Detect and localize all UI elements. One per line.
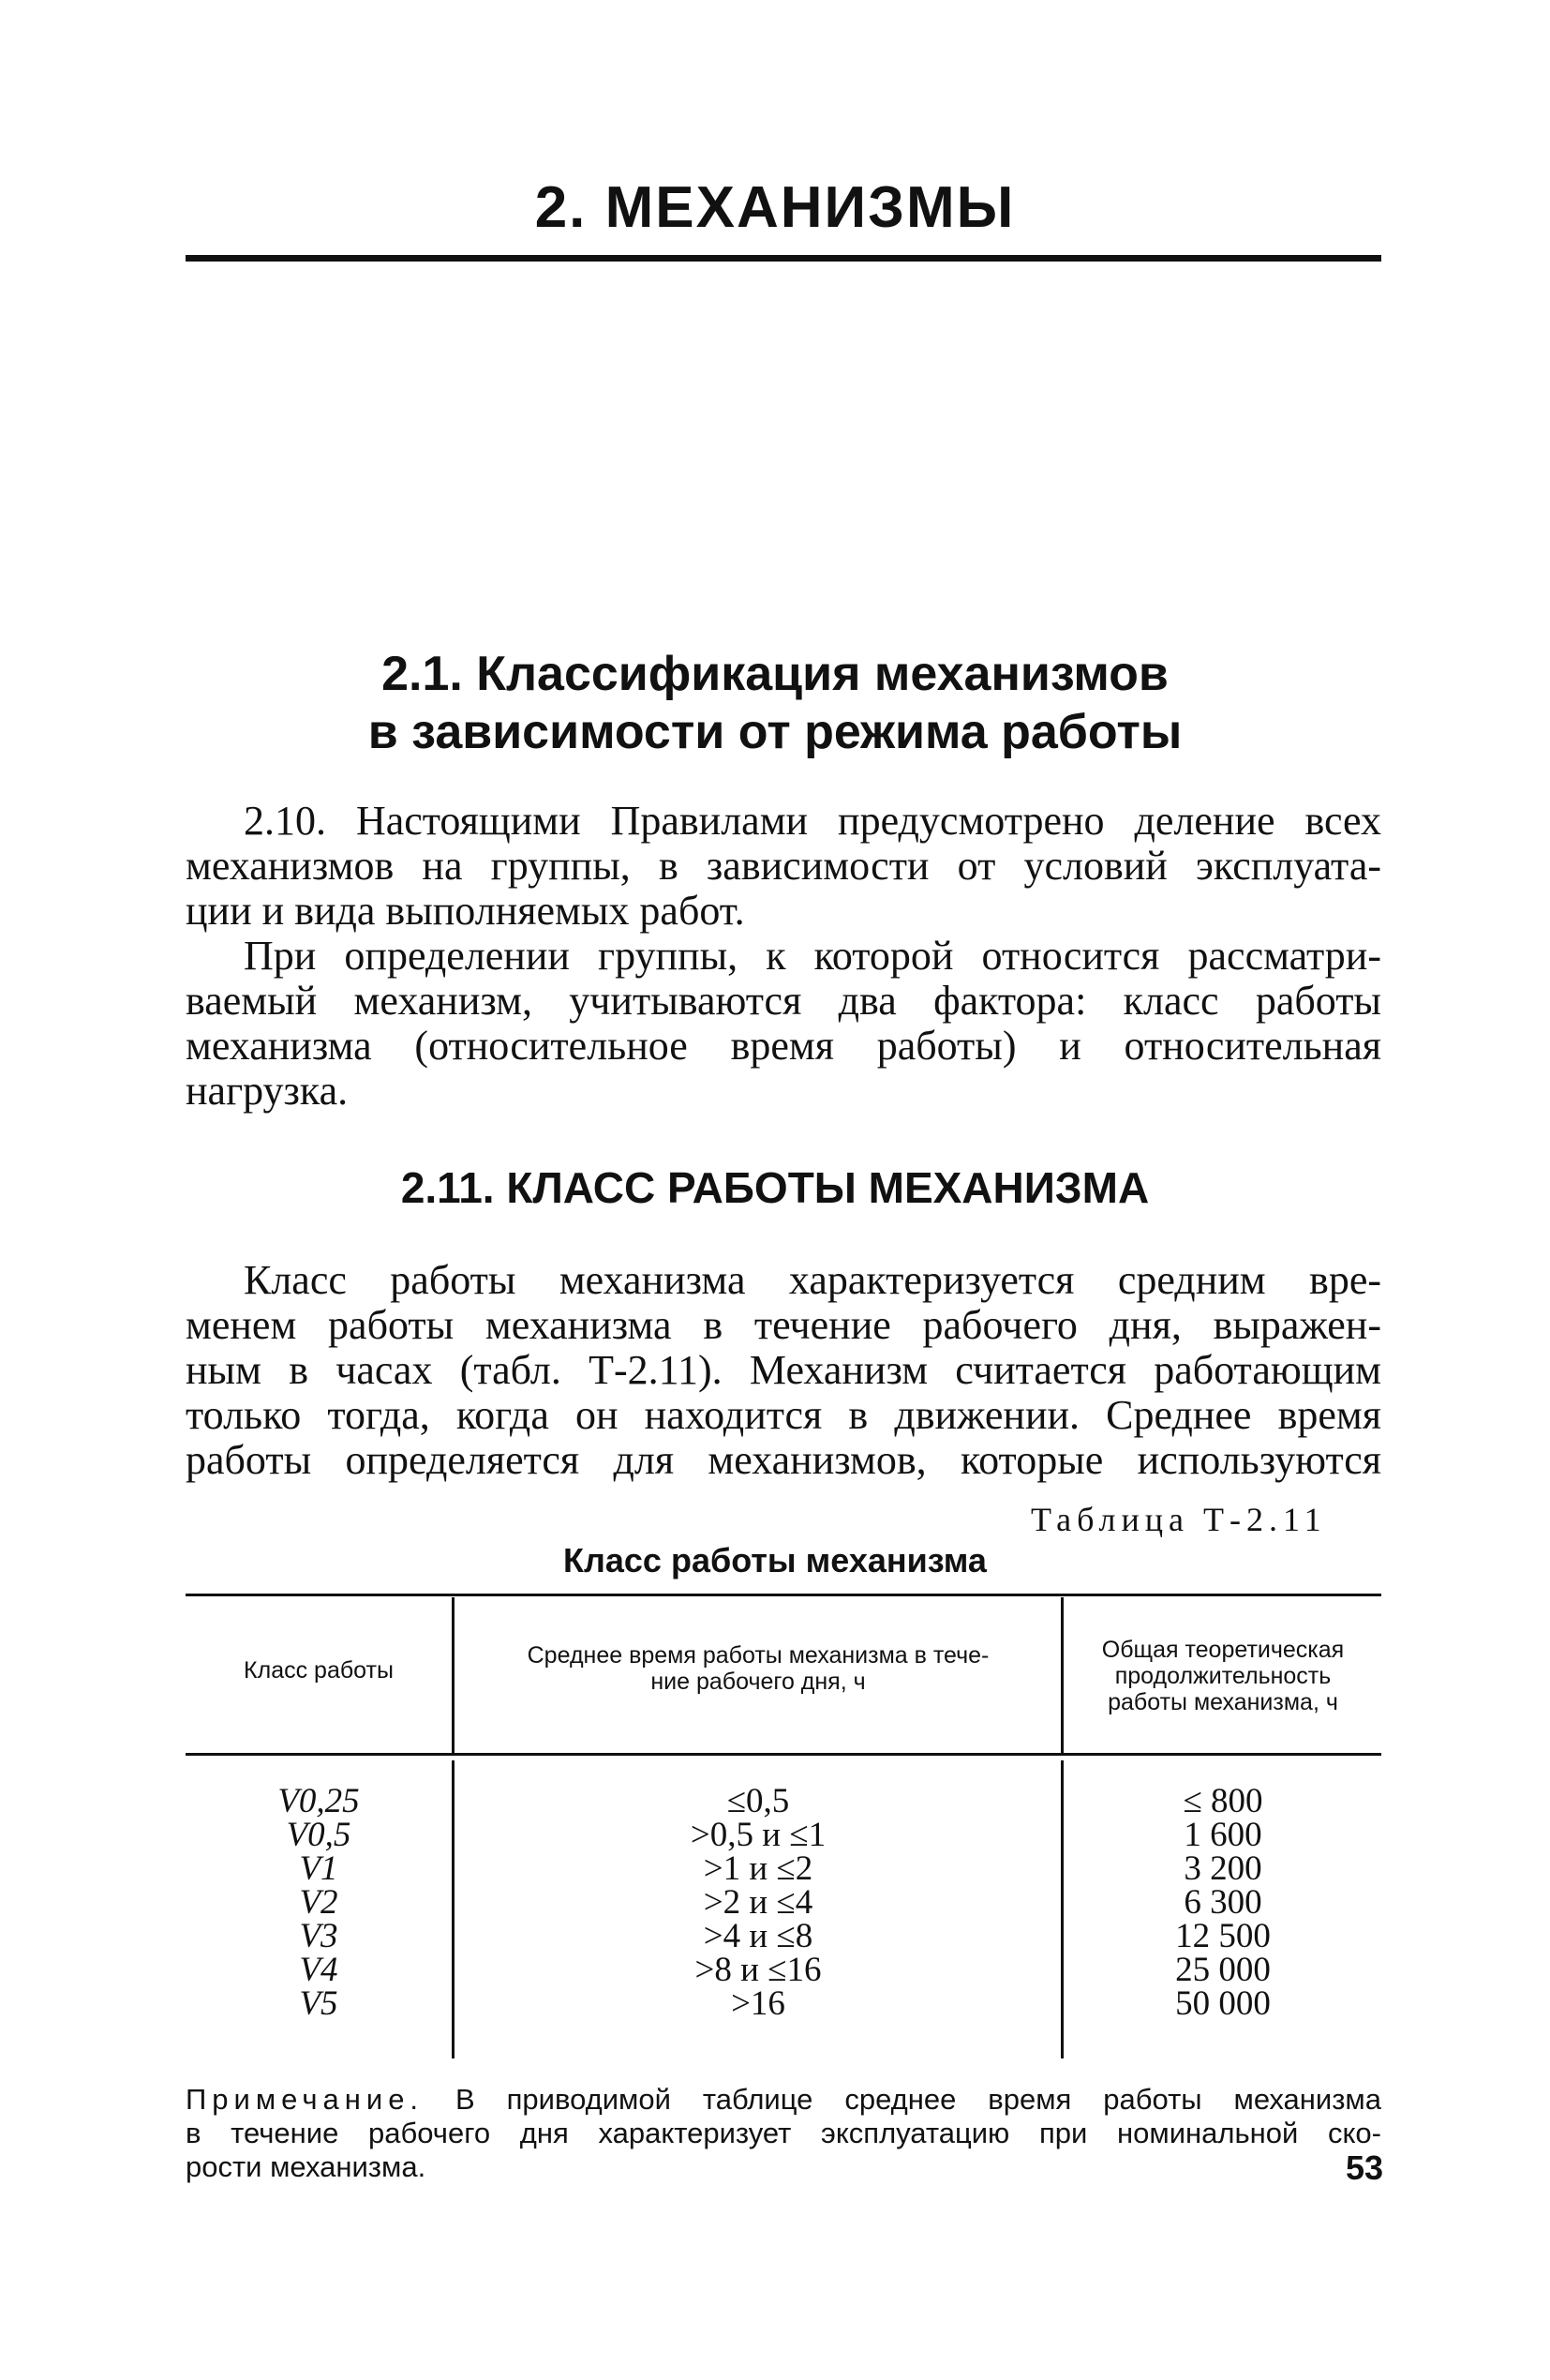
table-cell-class: V1 (299, 1849, 338, 1888)
note-line (186, 2083, 1381, 2117)
table-cell-average: >2 и ≤4 (703, 1883, 813, 1922)
paragraph-line: ным в часах (табл. Т-2.11). Механизм считается работающим (186, 1347, 1381, 1393)
table-cell-class: V4 (299, 1951, 338, 1989)
table-note (186, 2083, 1381, 2184)
table-cell-total: 25 000 (1175, 1951, 1271, 1989)
paragraph-line: ваемый механизм, учитываются два фактора: класс работы (186, 978, 1381, 1024)
paragraph-line: нагрузка. (186, 1068, 349, 1114)
paragraph-line: ции и вида выполняемых работ. (186, 888, 745, 934)
table-body-divider-1 (452, 1760, 455, 2058)
table-cell-total: 6 300 (1184, 1883, 1262, 1922)
subsection-title: 2.11. КЛАСС РАБОТЫ МЕХАНИЗМА (400, 1163, 1150, 1212)
table-cell-total: 50 000 (1175, 1984, 1271, 2023)
paragraph-work-class (186, 1258, 1381, 1483)
table-cell-average: >16 (731, 1984, 785, 2023)
paragraph-line: менем работы механизма в течение рабочего дня, выражен- (186, 1302, 1381, 1348)
table-cell-class: V0,25 (277, 1782, 360, 1820)
header-line: работы механизма, ч (1108, 1689, 1338, 1715)
table-header-total-time (1065, 1637, 1381, 1715)
header-line: продолжительность (1114, 1663, 1332, 1689)
note-line: в течение рабочего дня характеризует эксплуатацию при номинальной ско- (186, 2117, 1381, 2149)
table-cell-average: >1 и ≤2 (703, 1849, 813, 1888)
note-text: В приводимой таблице среднее время работы механизма (455, 2083, 1381, 2116)
table-cell-class: V3 (299, 1917, 338, 1955)
table-cell-average: >4 и ≤8 (703, 1917, 813, 1955)
chapter-title: 2. МЕХАНИЗМЫ (534, 175, 1016, 240)
header-line: Общая теоретическая (1101, 1637, 1345, 1663)
table-header-average-time (455, 1642, 1061, 1695)
table-cell-class: V5 (299, 1984, 338, 2023)
table-header-rule (186, 1753, 1381, 1756)
paragraph-line: При определении группы, к которой относится рассматри- (244, 933, 1381, 979)
table-column-total-time (1065, 1782, 1381, 2023)
paragraph-line: работы определяется для механизмов, которые используются (186, 1437, 1381, 1483)
note-line: рости механизма. (186, 2150, 426, 2183)
table-cell-total: 12 500 (1175, 1917, 1271, 1955)
section-title (0, 645, 1550, 761)
table-header-divider-2 (1061, 1597, 1064, 1753)
table-cell-class: V2 (299, 1883, 338, 1922)
table-label: Таблица Т-2.11 (1031, 1501, 1327, 1538)
paragraph-group (186, 934, 1381, 1114)
table-column-average-time (455, 1782, 1061, 2023)
table-cell-total: ≤ 800 (1183, 1782, 1263, 1820)
table-cell-average: >0,5 и ≤1 (690, 1816, 827, 1854)
table-title: Класс работы механизма (563, 1541, 987, 1579)
section-title-line-1: 2.1. Классификация механизмов (381, 647, 1169, 701)
table-cell-total: 1 600 (1184, 1816, 1262, 1854)
table-column-class (186, 1782, 452, 2023)
header-line: Среднее время работы механизма в тече- (527, 1642, 990, 1669)
table-header-class: Класс работы (244, 1657, 394, 1684)
table-top-rule (186, 1594, 1381, 1596)
header-line: ние рабочего дня, ч (650, 1669, 866, 1695)
note-label: Примечание. (186, 2083, 425, 2116)
table-header-divider-1 (452, 1597, 455, 1753)
paragraph-2-10 (186, 799, 1381, 934)
paragraph-line: 2.10. Настоящими Правилами предусмотрено деление всех (244, 798, 1381, 844)
table-cell-average: >8 и ≤16 (694, 1951, 822, 1989)
section-title-line-2: в зависимости от режима работы (367, 705, 1183, 759)
page-number: 53 (1345, 2148, 1383, 2187)
chapter-rule (186, 255, 1381, 262)
paragraph-line: механизма (относительное время работы) и относительная (186, 1023, 1381, 1069)
table-cell-average: ≤0,5 (726, 1782, 790, 1820)
table-body-divider-2 (1061, 1760, 1064, 2058)
paragraph-line: Класс работы механизма характеризуется средним вре- (244, 1257, 1381, 1303)
paragraph-line: механизмов на группы, в зависимости от условий эксплуата- (186, 843, 1381, 889)
table-cell-class: V0,5 (286, 1816, 351, 1854)
paragraph-line: только тогда, когда он находится в движении. Среднее время (186, 1392, 1381, 1438)
table-cell-total: 3 200 (1184, 1849, 1262, 1888)
